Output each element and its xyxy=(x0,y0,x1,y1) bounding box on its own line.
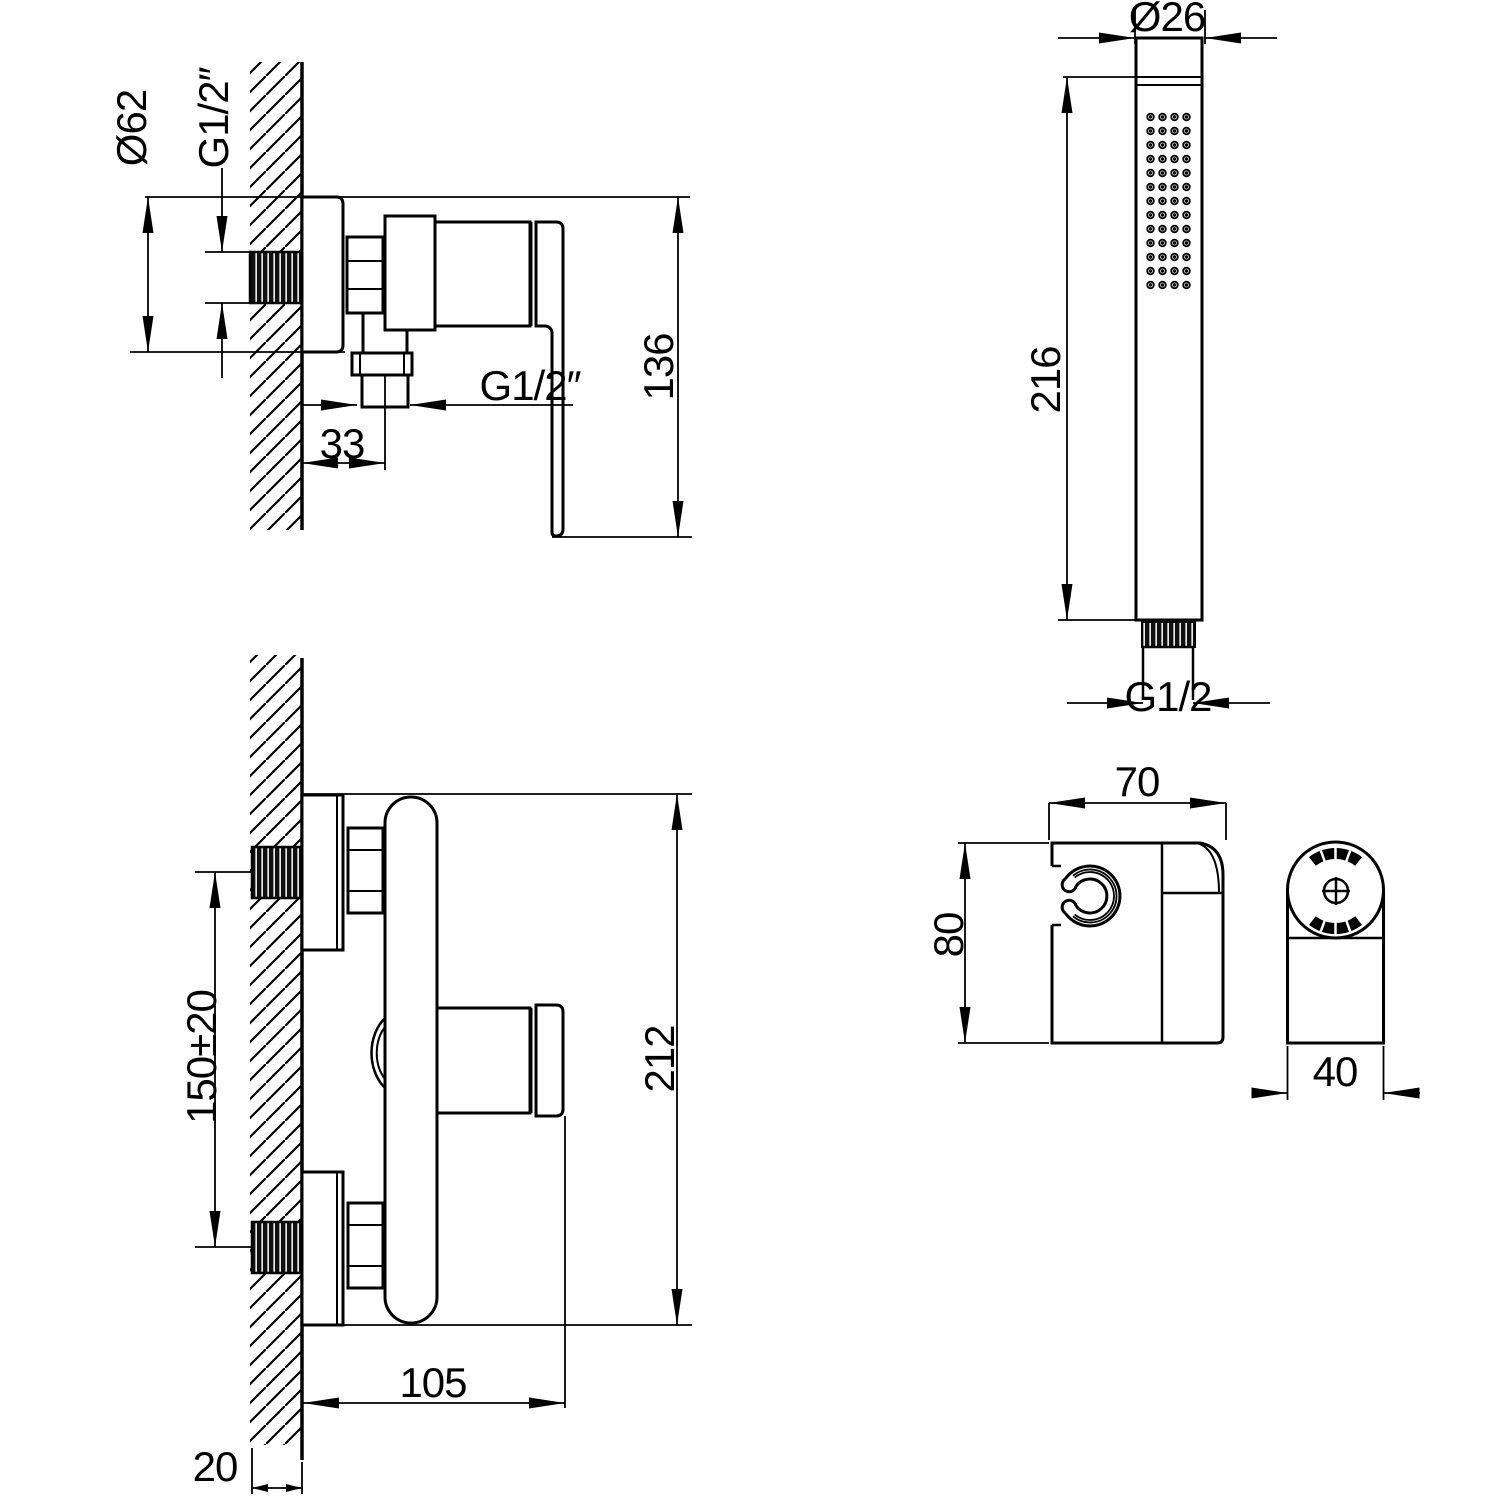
dim-length-216-label: 216 xyxy=(1022,346,1069,414)
dim-wall-thread-label: G1/2″ xyxy=(190,67,237,169)
valve-collar xyxy=(385,216,435,330)
escutcheon-plate xyxy=(302,197,343,352)
wand-thread xyxy=(1142,622,1195,647)
dim-wall-20-label: 20 xyxy=(192,1443,238,1490)
valve-cap-front xyxy=(536,1005,563,1116)
dim-offset-33-label: 33 xyxy=(319,420,365,467)
valve-body xyxy=(435,222,530,326)
dim-depth-40-label: 40 xyxy=(1312,1048,1358,1095)
hex-nut-top xyxy=(348,828,383,913)
hex-nut-bottom xyxy=(348,1203,383,1288)
dim-supply-spacing-label: 150±20 xyxy=(178,990,225,1124)
supply-thread-nipple xyxy=(250,252,302,303)
supply-nipple-top xyxy=(252,847,302,898)
dim-wand-thread-label: G1/2 xyxy=(1124,673,1212,720)
wall-hatch-front xyxy=(250,655,302,1445)
valve-body-front xyxy=(437,1008,530,1113)
dim-head-dia-label: Ø26 xyxy=(1128,0,1206,40)
dim-height-212-label: 212 xyxy=(636,1025,683,1093)
dim-outlet-thread-label: G1/2″ xyxy=(479,362,581,409)
dim-depth-105-label: 105 xyxy=(399,1359,467,1406)
dim-width-70-label: 70 xyxy=(1114,758,1160,805)
dim-escutcheon-dia-label: Ø62 xyxy=(108,89,155,167)
mixer-pill-body xyxy=(385,797,437,1323)
shower-wand-body xyxy=(1136,38,1202,620)
hex-nut-side xyxy=(347,237,383,313)
dim-height-80-label: 80 xyxy=(925,912,972,958)
dim-height-136-label: 136 xyxy=(635,333,682,401)
supply-nipple-bottom xyxy=(252,1222,302,1273)
